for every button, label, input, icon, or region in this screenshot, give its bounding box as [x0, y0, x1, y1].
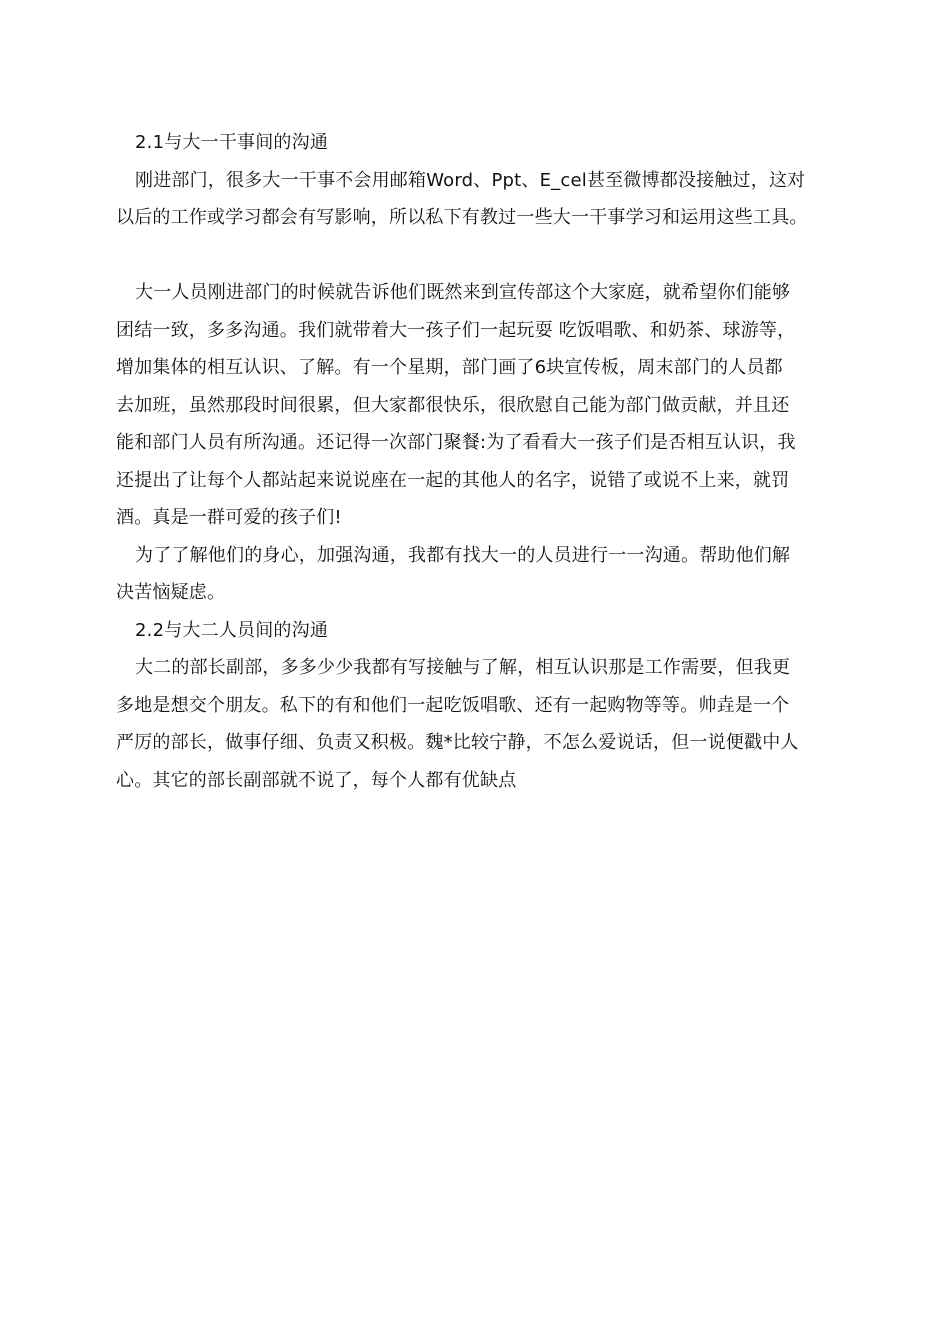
blank-line	[116, 237, 842, 275]
document-body	[116, 124, 842, 799]
paragraph-line: 增加集体的相互认识、了解。有一个星期，部门画了6块宣传板，周末部门的人员都	[116, 357, 783, 378]
paragraph-line: 酒。真是一群可爱的孩子们!	[116, 507, 342, 528]
paragraph-line: 大二的部长副部，多多少少我都有写接触与了解，相互认识那是工作需要，但我更	[135, 657, 791, 678]
paragraph-line: 心。其它的部长副部就不说了，每个人都有优缺点	[116, 769, 517, 791]
paragraph-line: 多地是想交个朋友。私下的有和他们一起吃饭唱歌、还有一起购物等等。帅垚是一个	[116, 694, 790, 716]
paragraph-line: 严厉的部长，做事仔细、负责又积极。魏*比较宁静，不怎么爱说话，但一说便戳中人	[116, 732, 799, 753]
paragraph-line: 还提出了让每个人都站起来说说座在一起的其他人的名字，说错了或说不上来，就罚	[116, 469, 790, 491]
paragraph-line: 以后的工作或学习都会有写影响，所以私下有教过一些大一干事学习和运用这些工具。	[116, 207, 808, 228]
section-heading-2-2: 2.2与大二人员间的沟通	[135, 619, 329, 641]
section-heading-2-1: 2.1与大一干事间的沟通	[135, 132, 329, 153]
paragraph-line: 为了了解他们的身心，加强沟通，我都有找大一的人员进行一一沟通。帮助他们解	[135, 544, 791, 566]
paragraph-line: 去加班，虽然那段时间很累，但大家都很快乐，很欣慰自己能为部门做贡献，并且还	[116, 394, 790, 416]
paragraph-line: 决苦恼疑虑。	[116, 582, 226, 603]
paragraph-line: 能和部门人员有所沟通。还记得一次部门聚餐:为了看看大一孩子们是否相互认识，我	[116, 432, 796, 453]
paragraph-line: 大一人员刚进部门的时候就告诉他们既然来到宣传部这个大家庭，就希望你们能够	[135, 282, 791, 303]
paragraph-line: 刚进部门，很多大一干事不会用邮箱Word、Ppt、E_cel甚至微博都没接触过，这对	[135, 169, 806, 191]
paragraph-line: 团结一致，多多沟通。我们就带着大一孩子们一起玩耍 吃饭唱歌、和奶茶、球游等，	[116, 319, 796, 341]
